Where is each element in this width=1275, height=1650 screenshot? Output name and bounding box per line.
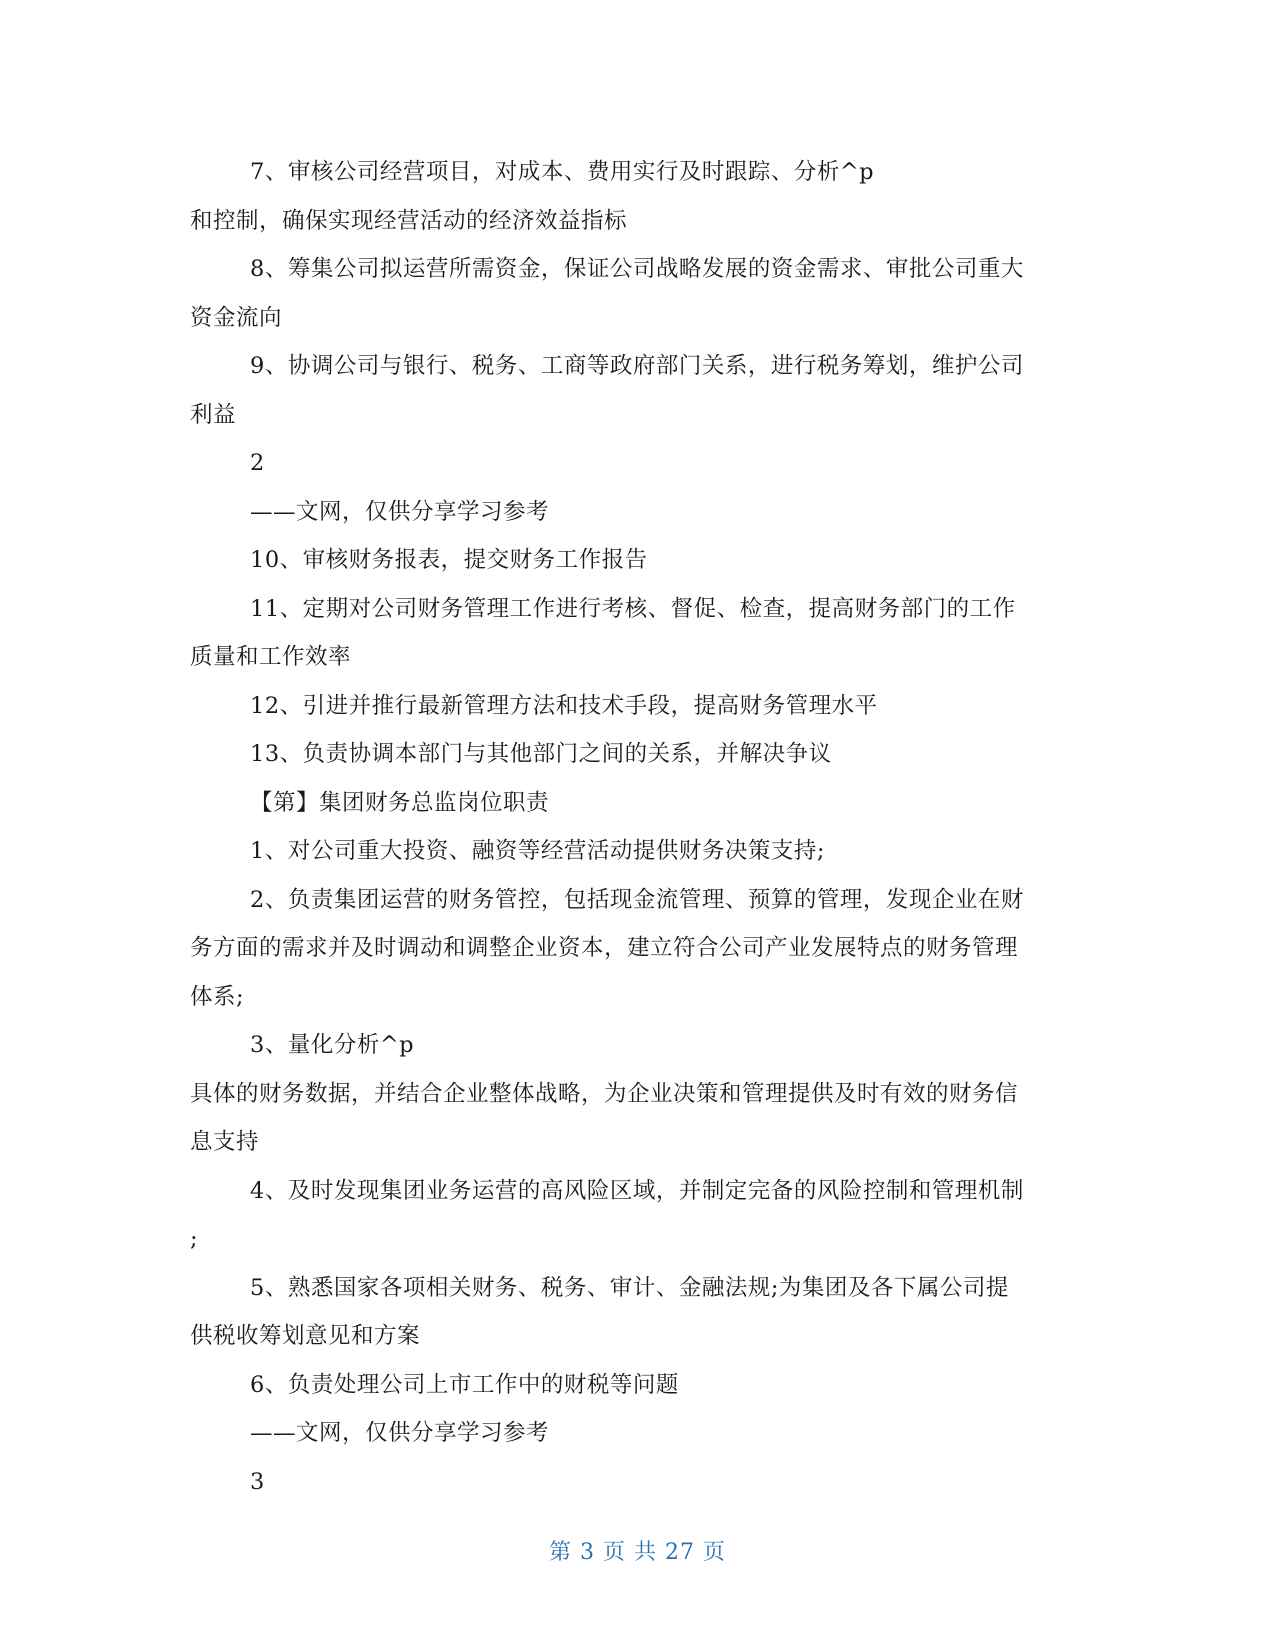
- text-line: 5、熟悉国家各项相关财务、税务、审计、金融法规;为集团及各下属公司提: [250, 1274, 1009, 1301]
- text-line: 利益: [190, 401, 237, 428]
- page-number-label: 第 3 页 共 27 页: [549, 1540, 726, 1565]
- document-body: [190, 148, 1090, 1506]
- text-line: 供税收筹划意见和方案: [190, 1323, 421, 1349]
- text-line: 7、审核公司经营项目，对成本、费用实行及时跟踪、分析^p: [250, 159, 875, 185]
- text-line: 务方面的需求并及时调动和调整企业资本，建立符合公司产业发展特点的财务管理: [190, 935, 1019, 961]
- text-line: 和控制，确保实现经营活动的经济效益指标: [190, 207, 628, 234]
- text-line: 资金流向: [190, 304, 283, 331]
- text-line: 体系;: [190, 983, 245, 1010]
- text-line: 质量和工作效率: [190, 644, 352, 670]
- text-line: 4、及时发现集团业务运营的高风险区域，并制定完备的风险控制和管理机制: [250, 1177, 1024, 1204]
- text-line: 8、筹集公司拟运营所需资金，保证公司战略发展的资金需求、审批公司重大: [250, 256, 1024, 282]
- text-line: 息支持: [190, 1129, 260, 1155]
- text-line: ——文网，仅供分享学习参考: [250, 498, 550, 525]
- text-line: ;: [190, 1226, 199, 1252]
- text-line: 具体的财务数据，并结合企业整体战略，为企业决策和管理提供及时有效的财务信: [190, 1080, 1019, 1107]
- text-line: 12、引进并推行最新管理方法和技术手段，提高财务管理水平: [250, 692, 878, 719]
- text-line: 9、协调公司与银行、税务、工商等政府部门关系，进行税务筹划，维护公司: [250, 353, 1024, 379]
- text-line: 3、量化分析^p: [250, 1032, 415, 1058]
- text-line: 13、负责协调本部门与其他部门之间的关系，并解决争议: [250, 741, 832, 767]
- text-line: ——文网，仅供分享学习参考: [250, 1420, 550, 1446]
- text-line: 11、定期对公司财务管理工作进行考核、督促、检查，提高财务部门的工作: [250, 595, 1016, 622]
- text-line: 2、负责集团运营的财务管控，包括现金流管理、预算的管理，发现企业在财: [250, 886, 1024, 913]
- text-line: 【第】集团财务总监岗位职责: [250, 789, 550, 816]
- text-line: 1、对公司重大投资、融资等经营活动提供财务决策支持;: [250, 838, 825, 864]
- text-line: 6、负责处理公司上市工作中的财税等问题: [250, 1371, 679, 1398]
- page-footer: [0, 1535, 1275, 1566]
- text-line: 3: [250, 1468, 265, 1495]
- text-line: 10、审核财务报表，提交财务工作报告: [250, 547, 648, 573]
- text-line: 2: [250, 450, 265, 476]
